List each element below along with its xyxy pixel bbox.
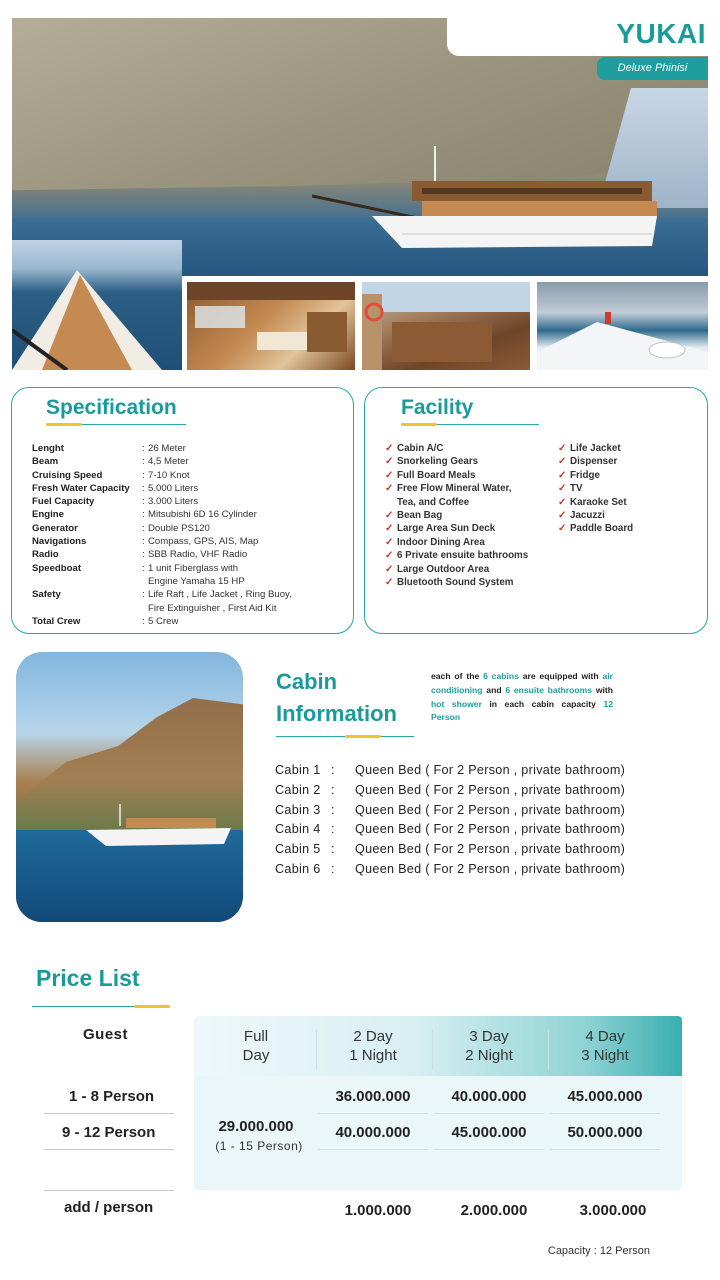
price-cell: 40.000.000 <box>335 1124 411 1141</box>
check-icon: ✓ <box>385 443 394 454</box>
spec-row: Cruising Speed : 7-10 Knot <box>32 469 190 481</box>
dining-illustration <box>187 282 355 370</box>
cabin-row: Cabin 2 : Queen Bed ( For 2 Person , private bathroom) <box>275 782 626 797</box>
row-divider <box>44 1190 174 1191</box>
facility-item: ✓ Life Jacket <box>558 443 621 454</box>
cell-divider <box>550 1113 660 1114</box>
deck-illustration <box>362 282 530 370</box>
phinisi-boat-illustration <box>86 804 236 850</box>
facility-item: ✓ Snorkeling Gears <box>385 456 479 468</box>
price-cell: 36.000.000 <box>335 1088 411 1105</box>
price-list-title: Price List <box>36 965 140 991</box>
facility-list-right <box>558 442 633 536</box>
spec-row: Safety : Life Raft , Life Jacket , Ring Buoy, Fire Extinguisher , First Aid Kit <box>32 589 292 614</box>
facility-item: ✓ Fridge <box>558 469 600 481</box>
spec-row: Fuel Capacity : 3.000 Liters <box>32 496 199 508</box>
check-icon: ✓ <box>558 443 567 454</box>
facility-item: ✓ TV <box>558 483 583 495</box>
col-header-full-day: Full Day <box>242 1028 270 1064</box>
check-icon: ✓ <box>385 577 394 589</box>
bow-deck-photo <box>12 240 182 370</box>
facility-item: ✓ 6 Private ensuite bathrooms <box>385 550 529 562</box>
col-header-4d3n: 4 Day 3 Night <box>581 1028 629 1064</box>
title-accent <box>134 1005 170 1008</box>
facility-item: ✓ Karaoke Set <box>558 496 627 508</box>
spec-row: Radio : SBB Radio, VHF Radio <box>32 549 248 561</box>
check-icon: ✓ <box>558 496 567 508</box>
price-cell: 3.000.000 <box>579 1202 647 1219</box>
col-header-2d1n: 2 Day 1 Night <box>349 1028 397 1064</box>
cabin-row: Cabin 4 : Queen Bed ( For 2 Person , private bathroom) <box>275 822 626 837</box>
cell-divider <box>434 1149 544 1150</box>
spec-row: Engine : Mitsubishi 6D 16 Cylinder <box>32 509 257 521</box>
speedboat-illustration <box>537 282 708 370</box>
column-divider <box>432 1030 433 1070</box>
facility-item: ✓ Large Outdoor Area <box>385 563 490 575</box>
check-icon: ✓ <box>385 469 394 481</box>
facility-card <box>364 387 708 634</box>
price-cell: 45.000.000 <box>567 1088 643 1105</box>
specification-card <box>11 387 354 634</box>
column-divider <box>548 1030 549 1070</box>
dining-room-photo <box>187 282 355 370</box>
facility-item: ✓ Jacuzzi <box>558 510 605 522</box>
title-accent <box>401 423 437 426</box>
check-icon: ✓ <box>385 523 394 535</box>
speedboat-deck-photo <box>537 282 708 370</box>
cabin-description: each of the 6 cabins are equipped with air conditioning and 6 ensuite bathrooms with hot shower in each cabin capacity 12 Person <box>431 671 613 723</box>
row-label-9-12: 9 - 12 Person <box>62 1124 156 1141</box>
spec-row: Generator : Double PS120 <box>32 522 210 534</box>
facility-item: ✓ Indoor Dining Area <box>385 536 485 548</box>
spec-row: Beam : 4,5 Meter <box>32 456 189 468</box>
cell-divider <box>550 1149 660 1150</box>
check-icon: ✓ <box>385 483 394 495</box>
cabin-list <box>275 761 625 880</box>
price-cell: 50.000.000 <box>567 1124 643 1141</box>
brand-name: YUKAI <box>616 18 706 49</box>
check-icon: ✓ <box>385 563 394 575</box>
full-day-note: (1 - 15 Person) <box>215 1139 303 1153</box>
cabin-row: Cabin 5 : Queen Bed ( For 2 Person , private bathroom) <box>275 842 626 857</box>
cabin-row: Cabin 3 : Queen Bed ( For 2 Person , private bathroom) <box>275 802 626 817</box>
row-divider <box>44 1149 174 1150</box>
check-icon: ✓ <box>385 550 394 562</box>
check-icon: ✓ <box>558 523 567 535</box>
bow-illustration <box>12 240 182 370</box>
cell-divider <box>318 1149 428 1150</box>
check-icon: ✓ <box>558 510 567 522</box>
column-divider <box>316 1030 317 1070</box>
spec-row: Total Crew : 5 Crew <box>32 615 179 627</box>
brand-subtitle-badge: Deluxe Phinisi <box>597 57 708 80</box>
specification-list <box>32 442 342 628</box>
facility-item: ✓ Cabin A/C <box>385 443 444 454</box>
row-divider <box>44 1113 174 1114</box>
check-icon: ✓ <box>558 483 567 495</box>
check-icon: ✓ <box>558 469 567 481</box>
sun-deck-photo <box>362 282 530 370</box>
facility-item: ✓ Large Area Sun Deck <box>385 523 496 535</box>
check-icon: ✓ <box>385 510 394 522</box>
facility-item: ✓ Dispenser <box>558 456 618 468</box>
facility-item: ✓ Bluetooth Sound System <box>385 577 514 589</box>
full-day-price: 29.000.000 <box>218 1118 294 1135</box>
facility-item: ✓ Full Board Meals <box>385 469 476 481</box>
row-label-add-person: add / person <box>64 1199 154 1216</box>
facility-list-left <box>385 442 528 589</box>
facility-item: ✓ Bean Bag <box>385 510 443 522</box>
facility-item: ✓ Free Flow Mineral Water, Tea, and Coffee <box>385 483 512 508</box>
title-accent <box>46 423 82 426</box>
cell-divider <box>318 1113 428 1114</box>
spec-row: Fresh Water Capacity : 5.000 Liters <box>32 482 199 494</box>
phinisi-boat-illustration <box>312 146 662 256</box>
cabin-information-title: Cabin Information <box>276 669 397 726</box>
check-icon: ✓ <box>385 456 394 468</box>
cabin-row: Cabin 6 : Queen Bed ( For 2 Person , private bathroom) <box>275 861 626 876</box>
cabin-row: Cabin 1 : Queen Bed ( For 2 Person , private bathroom) <box>275 763 626 777</box>
check-icon: ✓ <box>558 456 567 468</box>
facility-title: Facility <box>401 396 474 419</box>
cell-divider <box>434 1113 544 1114</box>
title-accent <box>345 735 381 738</box>
col-header-3d2n: 3 Day 2 Night <box>465 1028 513 1064</box>
check-icon: ✓ <box>385 536 394 548</box>
price-cell: 45.000.000 <box>451 1124 527 1141</box>
cabin-boat-photo <box>16 652 243 922</box>
price-cell: 40.000.000 <box>451 1088 527 1105</box>
price-cell: 2.000.000 <box>460 1202 528 1219</box>
row-label-1-8: 1 - 8 Person <box>69 1088 155 1105</box>
capacity-note: Capacity : 12 Person <box>547 1245 650 1257</box>
guest-header: Guest <box>83 1026 129 1043</box>
spec-row: Speedboat : 1 unit Fiberglass with Engine Yamaha 15 HP <box>32 562 245 587</box>
spec-row: Lenght : 26 Meter <box>32 443 186 454</box>
facility-item: ✓ Paddle Board <box>558 523 634 535</box>
spec-row: Navigations : Compass, GPS, AIS, Map <box>32 536 259 548</box>
price-cell: 1.000.000 <box>344 1202 412 1219</box>
specification-title: Specification <box>46 396 177 419</box>
